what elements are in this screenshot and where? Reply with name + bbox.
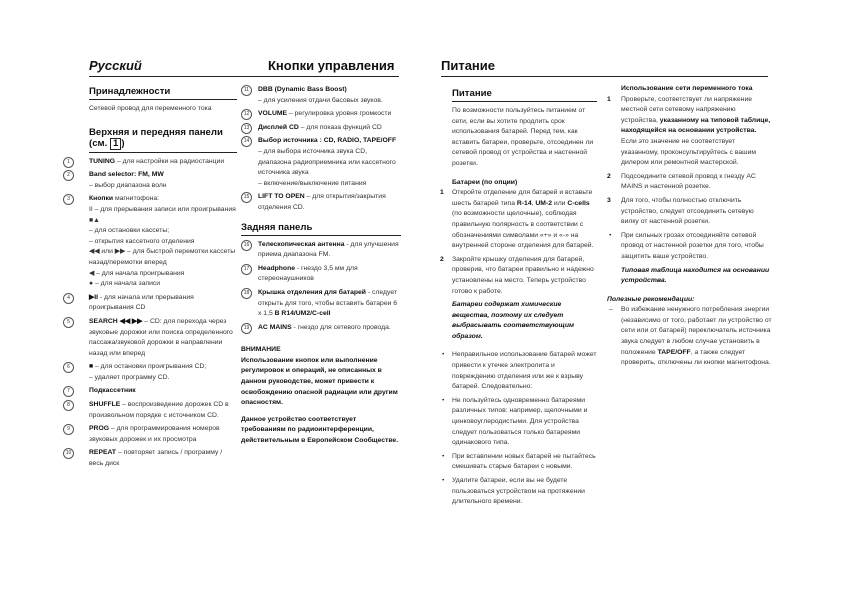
warning-title: ВНИМАНИЕ — [241, 346, 281, 354]
item-description: – регулировка уровня громкости — [287, 110, 392, 118]
control-item — [63, 317, 237, 359]
item-keyword: TUNING — [89, 157, 116, 165]
item-subline: – включение/выключение питания — [258, 179, 367, 187]
item-number: 9 — [63, 424, 74, 435]
item-keyword: AC MAINS — [258, 323, 292, 331]
item-description: – для показа функций CD — [298, 123, 382, 131]
ac-step-1: 1 Проверьте, соответствует ли напряжение местной сети сетевому напряжению устройства, указанному на типовой таблице, находящейся на основании устройства. Если это значение не соответствует указанному, проконсультируйтесь с вашим дилером или ремонтной мастерской. — [607, 95, 771, 167]
item-description: – для программирования номеров звуковых дорожек и их просмотра — [89, 425, 220, 443]
bullet-text: Удалите батареи, если вы не будете пользоваться устройством на протяжении длительного времени. — [452, 477, 585, 506]
accessories-text: Сетевой провод для переменного тока — [89, 105, 212, 112]
rear-panel-list — [241, 240, 401, 334]
control-item — [241, 109, 401, 120]
item-keyword: Телескопическая антенна — [258, 240, 345, 248]
bullet-text: При вставлении новых батарей не пытайтесь смешивать старые батареи с новыми. — [452, 452, 596, 471]
item-number: 6 — [63, 362, 74, 373]
control-item — [63, 448, 237, 469]
control-item — [241, 240, 401, 261]
item-number: 2 — [63, 170, 74, 181]
item-description: - для улучшения приема диапазона FM. — [258, 240, 399, 259]
item-keyword: Подкассетник — [89, 387, 136, 395]
item-keyword: DBB (Dynamic Bass Boost) — [258, 86, 347, 93]
control-item — [63, 386, 237, 397]
step-number: 2 — [440, 255, 444, 263]
item-description: – воспроизведение дорожек CD в произвольном порядке с источником CD. — [89, 401, 229, 419]
type-plate-note: Типовая таблица находится на основании устройства. — [621, 266, 770, 285]
item-number: 18 — [241, 288, 252, 299]
item-description: - гнездо для сетевого провода. — [291, 323, 391, 331]
power-header: Питание — [441, 58, 496, 73]
tips-title: Полезные рекомендации: — [607, 295, 695, 303]
control-item — [63, 400, 237, 421]
ac-power-title: Использование сети переменного тока — [621, 85, 753, 92]
item-description: – для открытия/закрытия отделения CD. — [258, 193, 386, 211]
bullet: • — [442, 351, 445, 359]
ac-bullet: • При сильных грозах отсоединяйте сетевой провод от настенной розетки для того, чтобы защитить ваше устройство. — [609, 231, 764, 260]
item-keyword: PROG — [89, 425, 110, 433]
bullet-text: Не пользуйтесь одновременно батареями различных типов: например, щелочными и цинковоуглеродистыми. Для устройства следует пользоваться только батареями одинакового типа. — [452, 396, 588, 447]
accessories-title: Принадлежности — [89, 86, 237, 100]
bullet: • — [442, 396, 445, 404]
power-section-title: Питание — [452, 88, 597, 102]
figure-ref-box: 1 — [110, 138, 121, 150]
controls-list — [63, 157, 237, 470]
panels-title: Верхняя и передняя панели (см. 1 ) — [89, 127, 237, 153]
tip-item: – Во избежание ненужного потребления энергии (независимо от того, работает ли устройство от сети или от батарей) переключатель источника звука следует в любом случае установить в положение TAPE/OFF, а также следует проверить, отключены ли кнопки магнитофона. — [609, 306, 772, 367]
column-4 — [607, 84, 772, 372]
item-keyword: ▶II — [89, 293, 99, 301]
item-number: 7 — [63, 386, 74, 397]
item-keyword: Кнопки — [89, 195, 114, 203]
rear-panel-title: Задняя панель — [241, 222, 401, 236]
battery-bullet-item — [440, 396, 597, 449]
battery-step-2: 2 Закройте крышку отделения для батарей, проверив, что батареи правильно и надежно установлены на место. Теперь устройство готово к работе. — [440, 255, 594, 295]
item-description: – CD: для перехода через звуковые дорожки или поиска определенного пассажа/звуковой дорожки в направлении назад или вперед — [89, 317, 233, 357]
item-keyword: Крышка отделения для батарей — [258, 288, 366, 296]
column-1 — [65, 86, 237, 473]
battery-bullets — [442, 350, 597, 507]
item-number: 14 — [241, 136, 252, 147]
item-number: 17 — [241, 264, 252, 275]
control-item — [241, 85, 401, 106]
item-subline: – для усиления отдачи басовых звуков. — [258, 96, 383, 104]
column-2 — [241, 85, 401, 447]
item-keyword: SHUFFLE — [89, 401, 121, 409]
item-description: магнитофона: — [113, 195, 160, 203]
warning-block — [241, 345, 401, 446]
battery-step-1: 1 Откройте отделение для батарей и вставьте шесть батарей типа R-14, UM-2 или C-cells (по возможности щелочные), соблюдая правильную полярность в соответствии с обозначениями символами «+» и «-» на внутренней стороне отделения для батарей. — [440, 189, 594, 250]
battery-bullet-item — [440, 350, 597, 392]
item-number: 8 — [63, 400, 74, 411]
item-number: 1 — [63, 157, 74, 168]
ac-step-2: 2 Подсоедините сетевой провод к гнезду AC MAINS и настенной розетке. — [607, 172, 756, 191]
item-subline: – для выбора источника звука CD, диапазона радиоприемника или кассетного источника звука — [258, 147, 396, 177]
item-subline: ● – для начала записи — [89, 280, 161, 288]
battery-bullet-item — [440, 476, 597, 508]
item-description: - для начала или прерывания проигрывания CD — [89, 293, 194, 312]
control-item — [241, 288, 401, 320]
item-description: – для остановки проигрывания CD; — [93, 363, 207, 371]
batteries-title: Батареи (по опции) — [452, 178, 518, 186]
item-description: – повторяет запись / программу / весь диск — [89, 449, 223, 468]
control-item — [63, 194, 237, 289]
control-item — [241, 192, 401, 213]
control-item — [241, 123, 401, 134]
header-rule-right — [441, 76, 768, 77]
bullet: • — [609, 231, 612, 239]
item-description: - гнездо 3,5 мм для стереонаушников — [258, 264, 358, 283]
control-item — [241, 323, 401, 334]
dash: – — [609, 306, 613, 314]
item-keyword: Band selector: FM, MW — [89, 171, 164, 179]
control-item — [63, 293, 237, 314]
item-subline: – для остановки кассеты; — [89, 227, 170, 235]
item-description: - следует открыть для того, чтобы вставить батареи 6 x 1,5 — [258, 288, 398, 318]
power-intro: По возможности пользуйтесь питанием от сети, если вы хотите продлить срок использования батарей. Перед тем, как вставить батареи, проверьте, отсоединен ли сетевой провод от устройства и настенной розетки. — [452, 107, 594, 167]
control-item — [241, 264, 401, 285]
controls-list-2 — [241, 85, 401, 214]
item-subline: ◀ – для начала проигрывания — [89, 269, 185, 277]
item-number: 10 — [63, 448, 74, 459]
item-keyword: LIFT TO OPEN — [258, 193, 305, 201]
item-number: 12 — [241, 109, 252, 120]
item-keyword: Дисплей CD — [258, 123, 299, 131]
step-number: 3 — [607, 196, 611, 204]
control-item — [241, 136, 401, 189]
item-subline: – выбор диапазона волн — [89, 181, 167, 189]
step-number: 1 — [607, 95, 611, 103]
item-keyword: REPEAT — [89, 449, 117, 457]
item-number: 3 — [63, 194, 74, 205]
item-description: – для настройки на радиостанции — [115, 157, 225, 165]
chemical-note: Батареи содержат химические вещества, поэтому их следует выбрасывать соответствующим образом. — [452, 301, 575, 340]
item-subline: – открытия кассетного отделения — [89, 237, 195, 245]
bullet: • — [442, 477, 445, 484]
controls-header: Кнопки управления — [268, 58, 395, 73]
ac-step-3: 3 Для того, чтобы полностью отключить устройство, следует отсоединить сетевую вилку от настенной розетки. — [607, 196, 754, 226]
item-subline: II – для прерывания записи или проигрывания — [89, 205, 236, 213]
battery-bullet-item — [440, 452, 597, 473]
control-item — [63, 157, 237, 168]
item-subline: ■▲ — [89, 216, 100, 224]
item-number: 4 — [63, 293, 74, 304]
item-number: 13 — [241, 123, 252, 134]
header-rule-left — [89, 76, 399, 77]
page-language-header: Русский — [89, 58, 142, 73]
warning-text: Использование кнопок или выполнение регулировок и операций, не описанных в данном руководстве, может привести к освобождению опасной радиации или другим опасностям. — [241, 356, 398, 407]
item-number: 15 — [241, 192, 252, 203]
column-3 — [440, 88, 597, 511]
control-item — [63, 424, 237, 445]
item-subline: – удаляет программу CD. — [89, 373, 170, 381]
bullet: • — [442, 452, 445, 460]
control-item — [63, 170, 237, 191]
step-number: 1 — [440, 189, 444, 197]
item-keyword: VOLUME — [258, 110, 288, 118]
item-number: 19 — [241, 323, 252, 334]
item-keyword: Headphone — [258, 264, 296, 272]
item-battery-type: В R14/UM2/C-cell — [274, 310, 331, 318]
item-number: 16 — [241, 240, 252, 251]
item-keyword: Выбор источника : CD, RADIO, TAPE/OFF — [258, 137, 397, 145]
control-item — [63, 362, 237, 383]
item-subline: ◀◀ или ▶▶ – для быстрой перемотки кассеты назад/перемотки вперед — [89, 248, 236, 266]
item-number: 11 — [241, 85, 252, 96]
item-number: 5 — [63, 317, 74, 328]
bullet-text: Неправильное использование батарей может привести к утечке электролита и повреждению отделения или же к взрыву батарей. Следовательно: — [452, 351, 597, 391]
compliance-text: Данное устройство соответствует требованиям по радиоинтерференции, действительным в Европейском Сообществе. — [241, 415, 399, 445]
item-keyword: SEARCH ◀◀ ▶▶ — [89, 317, 143, 325]
step-number: 2 — [607, 172, 611, 180]
item-keyword: ■ — [89, 363, 94, 371]
